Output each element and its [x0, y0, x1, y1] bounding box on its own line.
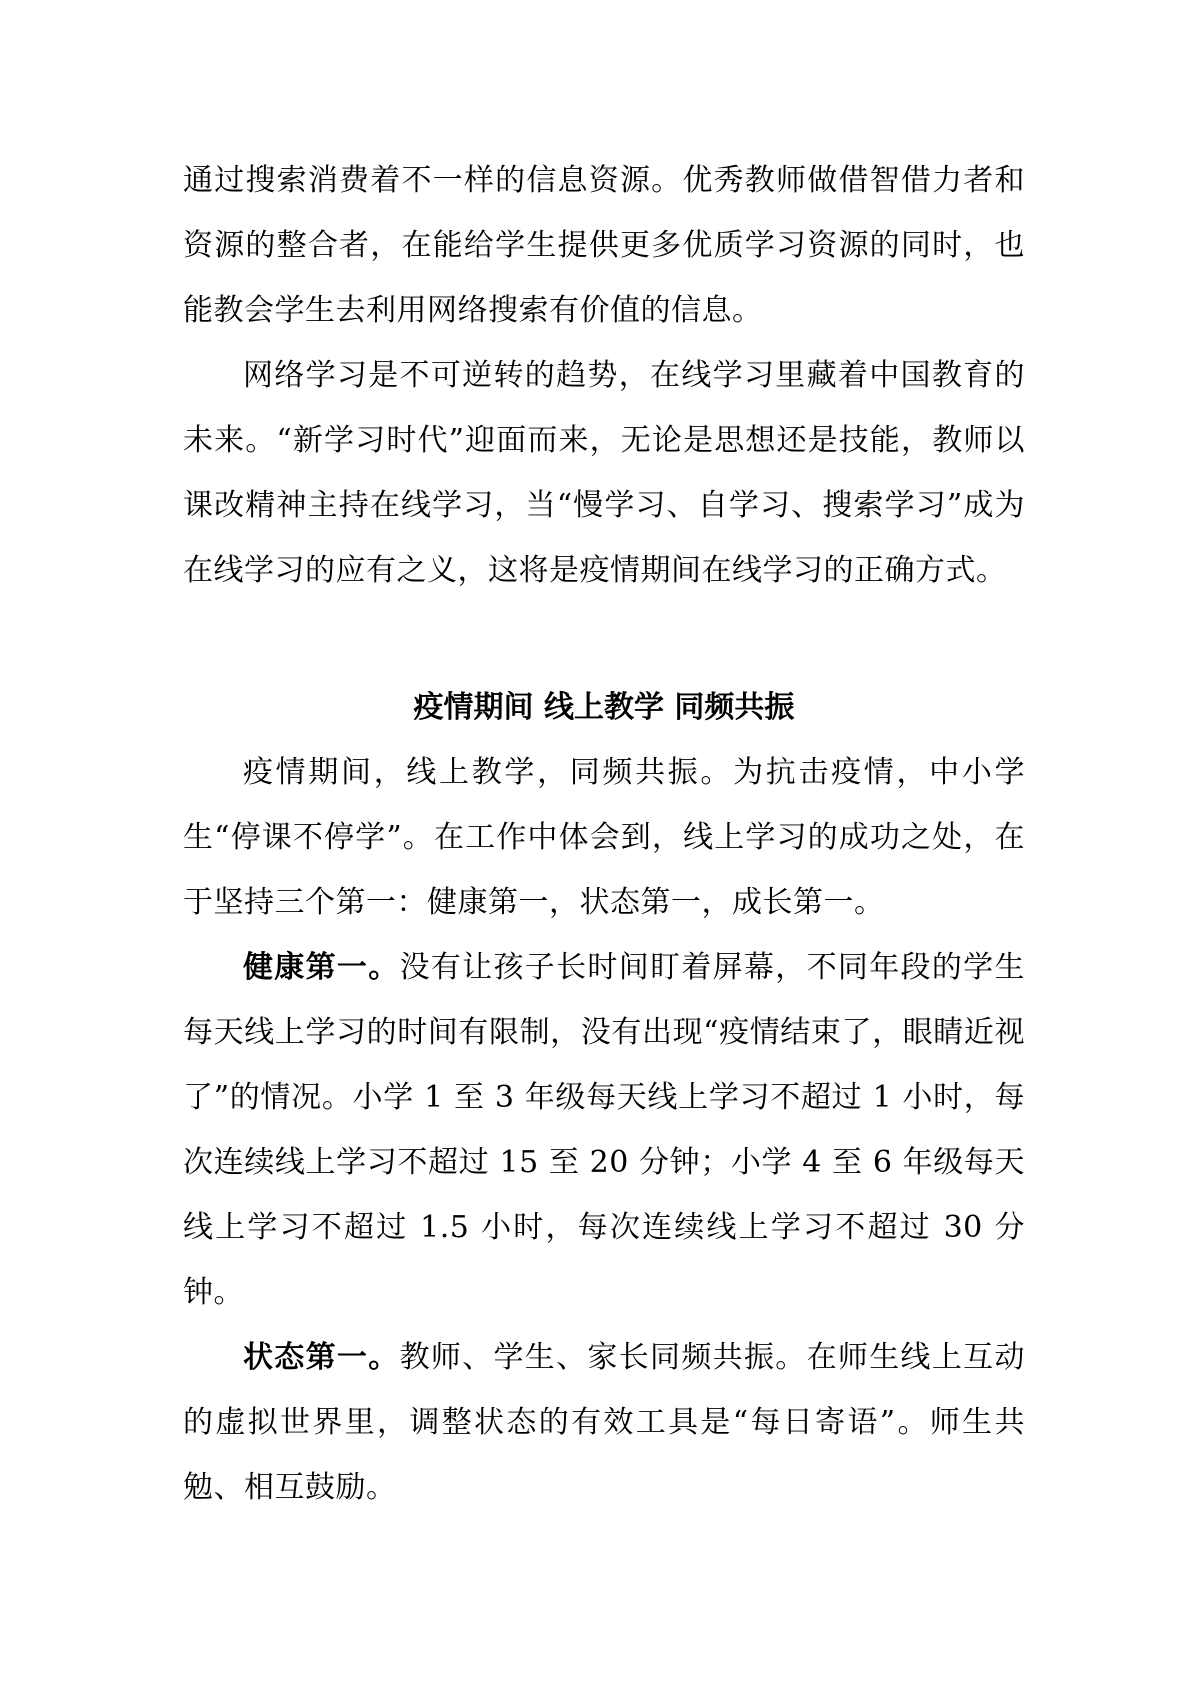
section-heading: 疫情期间 线上教学 同频共振: [413, 690, 795, 725]
document-body: [183, 148, 1025, 1520]
paragraph-search-resources: 通过搜索消费着不一样的信息资源。优秀教师做借智借力者和资源的整合者，在能给学生提供更多优质学习资源的同时，也能教会学生去利用网络搜索有价值的信息。: [183, 163, 1025, 328]
health-first-lead: 健康第一。: [243, 950, 400, 985]
state-first-text: 教师、学生、家长同频共振。在师生线上互动的虚拟世界里，调整状态的有效工具是“每日寄语”。师生共勉、相互鼓励。: [183, 1340, 1025, 1505]
paragraph-online-learning-trend: 网络学习是不可逆转的趋势，在线学习里藏着中国教育的未来。“新学习时代”迎面而来，无论是思想还是技能，教师以课改精神主持在线学习，当“慢学习、自学习、搜索学习”成为在线学习的应有之义，这将是疫情期间在线学习的正确方式。: [183, 358, 1025, 588]
paragraph-health-first: [183, 935, 1025, 1325]
health-first-text: 没有让孩子长时间盯着屏幕，不同年段的学生每天线上学习的时间有限制，没有出现“疫情结束了，眼睛近视了”的情况。小学 1 至 3 年级每天线上学习不超过 1 小时，每次连续线上学习不超过 15 至 20 分钟；小学 4 至 6 年级每天线上学习不超过 1.5 小时，每次连续线上学习不超过 30 分钟。: [183, 950, 1025, 1310]
paragraph-state-first: [183, 1325, 1025, 1520]
state-first-lead: 状态第一。: [243, 1340, 400, 1375]
paragraph-online-teaching-intro: 疫情期间，线上教学，同频共振。为抗击疫情，中小学生“停课不停学”。在工作中体会到，线上学习的成功之处，在于坚持三个第一：健康第一，状态第一，成长第一。: [183, 755, 1025, 920]
